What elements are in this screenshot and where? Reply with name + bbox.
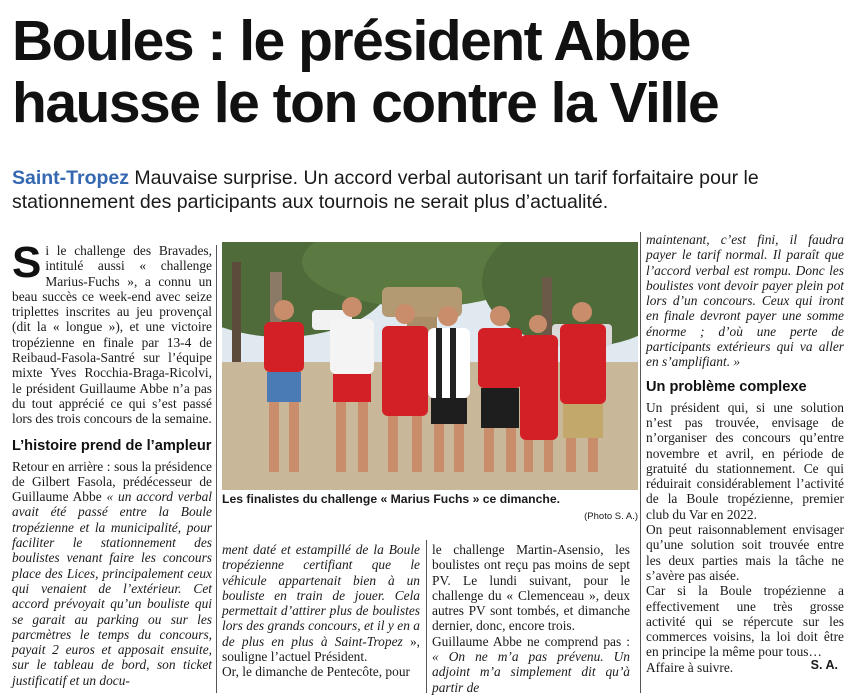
column-rule-3 xyxy=(640,232,641,693)
col4-paragraph-2: Un président qui, si une solution n’est pas trouvée, envisage de n’organiser des concours qu’entre novembre et avril, en période de gratuité du stationnement. Ce qui réduirait considérablement l’activité de la Boule tropézienne, premier club du Var en 2022. xyxy=(646,399,844,522)
col4-quote: maintenant, c’est fini, il faudra payer le tarif normal. Il paraît que l’accord verbal est rompu. Donc les boulistes vont devoir payer plein pot lors d’un concours. Ceux qui iront en finale devront payer une somme énorme ; d’où une perte de participants extérieurs qui va aller en s’amplifiant. » xyxy=(646,232,844,370)
column-rule-1 xyxy=(216,245,217,693)
headline xyxy=(12,10,852,134)
col4-paragraph-3: On peut raisonnablement envisager qu’une solution soit trouvée entre les deux parties mais la tâche ne s’avère pas aisée. xyxy=(646,522,844,583)
article-column-3 xyxy=(432,542,630,695)
col1-quote: « un accord verbal avait été passé entre la Boule tropézienne et la municipalité, pour faciliter le stationnement des boulistes venant faire les concours place des Lices, principalement ceux qui venaient de l’extérieur. Cet accord prévoyait qu’un bouliste qui se garait au parking ou sur les parcmètres le temps du concours, payait 2 euros et apposait ensuite, sur le tableau de bord, son ticket justificatif et un docu- xyxy=(12,489,213,688)
lead-text: Mauvaise surprise. Un accord verbal autorisant un tarif forfaitaire pour le stationnement des participants aux tournois ne serait plus d’actualité. xyxy=(12,167,759,213)
col1-paragraph-1: i le challenge des Bravades, intitulé aussi « challenge Marius-Fuchs », a connu un beau succès ce week-end avec seize triplettes inscrites au jeu provençal (dit la « longue »), et une victoire tropézienne en finale par 13-4 de Reibaud-Fasola-Santré sur l’équipe mixte Yves Rocchia-Braga-Ricolvi, le président Guillaume Abbe n’a pas du tout apprécié ce qui s’est passé lors des trois concours de la semaine. xyxy=(12,243,212,427)
headline-line-1: Boules : le président Abbe xyxy=(12,9,690,73)
article-column-4 xyxy=(646,232,844,675)
subhead-history: L’histoire prend de l’ampleur xyxy=(12,437,212,454)
photo-caption: Les finalistes du challenge « Marius Fuchs » ce dimanche. xyxy=(222,492,560,506)
col3-paragraph-1: le challenge Martin-Asensio, les boulistes ont reçu pas moins de sept PV. Le lundi suivant, pour le challenge du « Clemenceau », deux autres PV sont tombés, et dimanche dernier, donc, encore trois. xyxy=(432,542,630,634)
col4-paragraph-4: Car si la Boule tropézienne a effectivement une très grosse activité qui se répercute sur les commerces voisins, la loi doit être en principe la même pour tous… xyxy=(646,583,844,660)
column-rule-2 xyxy=(426,540,427,693)
col4-paragraph-5: Affaire à suivre. xyxy=(646,659,734,675)
col3-quote: « On ne m’a pas prévenu. Un adjoint m’a simplement dit qu’à partir de xyxy=(432,649,630,695)
col2-quote-end: », souligne l’actuel Président. xyxy=(222,633,421,665)
lead-paragraph xyxy=(12,166,852,214)
col2-paragraph-2: Or, le dimanche de Pentecôte, pour xyxy=(222,664,410,680)
drop-cap: S xyxy=(12,238,42,287)
team-photo-illustration xyxy=(222,242,638,490)
col2-quote: ment daté et estampillé de la Boule tropézienne certifiant que le véhicule appartenait bien à un bouliste en train de jouer. Cela permettait d’attirer plus de boulistes lors des grands concours, et il y en a de plus en plus à Saint-Tropez xyxy=(222,542,420,649)
subhead-complex-problem: Un problème complexe xyxy=(646,378,807,395)
article-column-1 xyxy=(12,238,213,688)
col1-paragraph-2: Retour en arrière : sous la présidence de Gilbert Fasola, prédécesseur de Guillaume Abbe xyxy=(12,458,212,505)
article-column-2 xyxy=(222,542,420,680)
lead-kicker: Saint-Tropez xyxy=(12,167,130,189)
team-photo xyxy=(222,242,638,490)
photo-credit: (Photo S. A.) xyxy=(584,511,638,522)
headline-line-2: hausse le ton contre la Ville xyxy=(12,71,719,135)
author-signature: S. A. xyxy=(810,658,838,672)
col3-paragraph-2: Guillaume Abbe ne comprend pas : xyxy=(432,633,630,649)
